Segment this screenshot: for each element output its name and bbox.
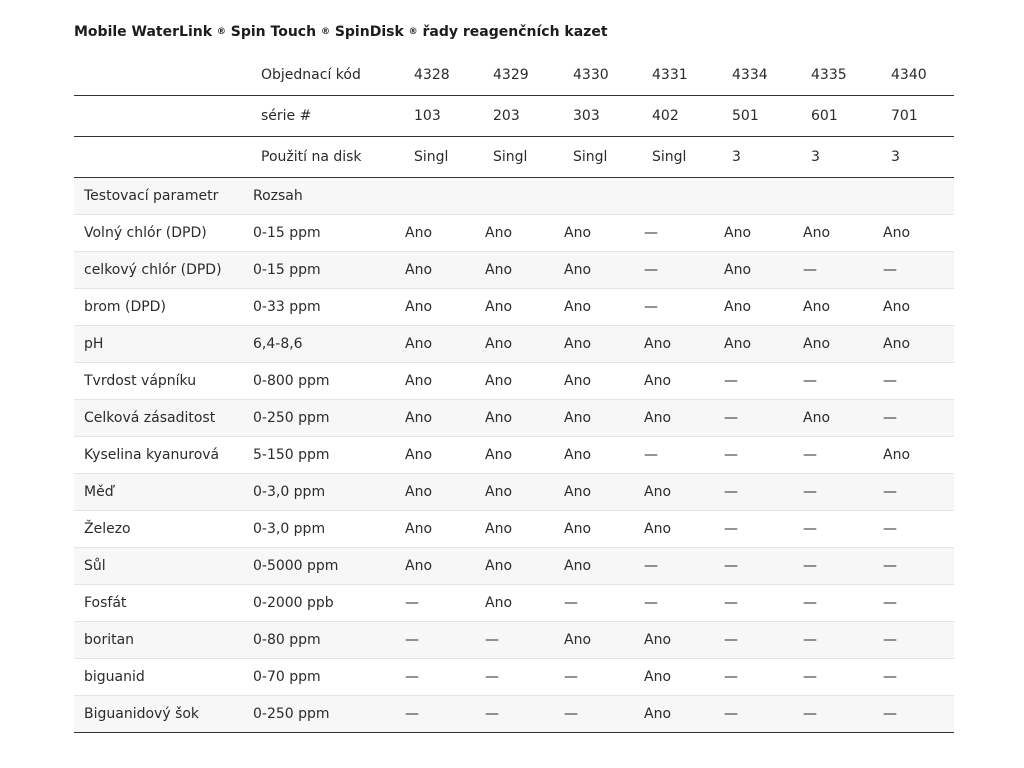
header-cell: 4340	[891, 67, 927, 83]
title-part: SpinDisk	[329, 24, 409, 40]
range-cell: 0-2000 ppb	[253, 595, 334, 611]
parameter-cell: biguanid	[84, 669, 145, 685]
range-cell: 0-33 ppm	[253, 299, 321, 315]
header-label: Objednací kód	[261, 67, 361, 83]
value-cell: Ano	[644, 410, 672, 426]
value-cell: —	[564, 595, 578, 611]
registered-mark: ®	[216, 27, 226, 37]
header-label: série #	[261, 108, 312, 124]
value-cell: Ano	[405, 484, 433, 500]
parameter-cell: Železo	[84, 521, 131, 537]
value-cell: Ano	[644, 521, 672, 537]
table-row	[74, 474, 954, 511]
range-cell: 0-800 ppm	[253, 373, 330, 389]
table-row	[74, 622, 954, 659]
value-cell: —	[724, 410, 738, 426]
value-cell: Ano	[485, 558, 513, 574]
table-row	[74, 437, 954, 474]
range-cell: 0-250 ppm	[253, 410, 330, 426]
header-cell: 3	[732, 149, 741, 165]
header-cell: 3	[891, 149, 900, 165]
value-cell: —	[803, 373, 817, 389]
header-cell: Singl	[493, 149, 528, 165]
value-cell: —	[724, 558, 738, 574]
value-cell: —	[724, 706, 738, 722]
parameter-cell: Celková zásaditost	[84, 410, 216, 426]
value-cell: Ano	[405, 262, 433, 278]
value-cell: —	[803, 706, 817, 722]
value-cell: Ano	[564, 558, 592, 574]
table-row	[74, 511, 954, 548]
value-cell: —	[883, 632, 897, 648]
value-cell: Ano	[485, 521, 513, 537]
value-cell: Ano	[564, 299, 592, 315]
value-cell: —	[724, 632, 738, 648]
range-cell: 0-80 ppm	[253, 632, 321, 648]
value-cell: —	[883, 669, 897, 685]
value-cell: Ano	[644, 484, 672, 500]
column-header-row	[74, 178, 954, 215]
value-cell: Ano	[405, 410, 433, 426]
value-cell: —	[644, 225, 658, 241]
value-cell: Ano	[564, 484, 592, 500]
value-cell: —	[405, 669, 419, 685]
header-cell: 4331	[652, 67, 688, 83]
value-cell: Ano	[485, 447, 513, 463]
value-cell: Ano	[724, 336, 752, 352]
value-cell: Ano	[803, 225, 831, 241]
table-row	[74, 659, 954, 696]
value-cell: —	[803, 669, 817, 685]
parameter-cell: brom (DPD)	[84, 299, 166, 315]
value-cell: Ano	[485, 225, 513, 241]
value-cell: Ano	[405, 558, 433, 574]
range-cell: 0-5000 ppm	[253, 558, 339, 574]
value-cell: —	[883, 558, 897, 574]
header-row	[74, 137, 954, 178]
parameter-cell: celkový chlór (DPD)	[84, 262, 222, 278]
value-cell: —	[724, 447, 738, 463]
range-cell: 5-150 ppm	[253, 447, 330, 463]
header-cell: 303	[573, 108, 600, 124]
value-cell: Ano	[564, 373, 592, 389]
header-cell: Singl	[652, 149, 687, 165]
table-row	[74, 215, 954, 252]
value-cell: Ano	[564, 521, 592, 537]
title-part: řady reagenčních kazet	[417, 24, 608, 40]
table-row	[74, 252, 954, 289]
value-cell: Ano	[724, 299, 752, 315]
value-cell: Ano	[405, 373, 433, 389]
header-row	[74, 96, 954, 137]
column-header-parameter: Testovací parametr	[84, 188, 219, 204]
parameter-cell: Fosfát	[84, 595, 127, 611]
value-cell: —	[803, 484, 817, 500]
value-cell: —	[724, 484, 738, 500]
header-label: Použití na disk	[261, 149, 362, 165]
value-cell: —	[803, 632, 817, 648]
header-cell: Singl	[414, 149, 449, 165]
value-cell: Ano	[485, 410, 513, 426]
value-cell: —	[405, 595, 419, 611]
header-row	[74, 55, 954, 96]
column-header-range: Rozsah	[253, 188, 303, 204]
header-cell: 402	[652, 108, 679, 124]
value-cell: —	[485, 632, 499, 648]
value-cell: Ano	[405, 447, 433, 463]
header-cell: 4330	[573, 67, 609, 83]
value-cell: —	[564, 706, 578, 722]
value-cell: Ano	[883, 225, 911, 241]
value-cell: Ano	[883, 299, 911, 315]
range-cell: 0-3,0 ppm	[253, 484, 326, 500]
value-cell: Ano	[644, 632, 672, 648]
value-cell: —	[803, 558, 817, 574]
parameter-cell: Tvrdost vápníku	[84, 373, 197, 389]
parameter-cell: Sůl	[84, 558, 106, 574]
header-cell: Singl	[573, 149, 608, 165]
value-cell: —	[883, 595, 897, 611]
table-row	[74, 585, 954, 622]
value-cell: Ano	[485, 484, 513, 500]
header-cell: 4334	[732, 67, 768, 83]
range-cell: 0-15 ppm	[253, 225, 321, 241]
value-cell: Ano	[405, 225, 433, 241]
parameter-cell: boritan	[84, 632, 135, 648]
value-cell: Ano	[883, 447, 911, 463]
value-cell: —	[405, 632, 419, 648]
page-title	[74, 24, 608, 40]
title-part: Mobile WaterLink	[74, 24, 217, 40]
value-cell: —	[485, 706, 499, 722]
value-cell: Ano	[564, 262, 592, 278]
value-cell: —	[564, 669, 578, 685]
value-cell: —	[724, 669, 738, 685]
header-cell: 103	[414, 108, 441, 124]
range-cell: 0-3,0 ppm	[253, 521, 326, 537]
value-cell: —	[803, 262, 817, 278]
value-cell: —	[724, 521, 738, 537]
value-cell: Ano	[485, 373, 513, 389]
header-cell: 3	[811, 149, 820, 165]
value-cell: —	[644, 447, 658, 463]
value-cell: —	[883, 521, 897, 537]
value-cell: —	[883, 706, 897, 722]
range-cell: 0-250 ppm	[253, 706, 330, 722]
table-row	[74, 400, 954, 437]
value-cell: Ano	[883, 336, 911, 352]
value-cell: Ano	[644, 669, 672, 685]
value-cell: Ano	[485, 262, 513, 278]
table-row	[74, 696, 954, 733]
value-cell: Ano	[564, 632, 592, 648]
value-cell: Ano	[724, 225, 752, 241]
parameter-cell: Volný chlór (DPD)	[84, 225, 207, 241]
value-cell: Ano	[485, 336, 513, 352]
header-cell: 701	[891, 108, 918, 124]
header-cell: 601	[811, 108, 838, 124]
parameter-cell: pH	[84, 336, 104, 352]
value-cell: Ano	[644, 373, 672, 389]
value-cell: —	[405, 706, 419, 722]
range-cell: 0-70 ppm	[253, 669, 321, 685]
table-row	[74, 548, 954, 585]
value-cell: —	[644, 299, 658, 315]
value-cell: —	[883, 484, 897, 500]
value-cell: Ano	[803, 299, 831, 315]
value-cell: Ano	[564, 447, 592, 463]
value-cell: —	[883, 410, 897, 426]
value-cell: Ano	[405, 521, 433, 537]
value-cell: Ano	[564, 410, 592, 426]
parameter-cell: Biguanidový šok	[84, 706, 200, 722]
value-cell: Ano	[564, 225, 592, 241]
registered-mark: ®	[320, 27, 330, 37]
parameter-cell: Kyselina kyanurová	[84, 447, 220, 463]
value-cell: —	[724, 373, 738, 389]
value-cell: —	[803, 595, 817, 611]
range-cell: 6,4-8,6	[253, 336, 303, 352]
value-cell: —	[883, 373, 897, 389]
value-cell: Ano	[724, 262, 752, 278]
value-cell: Ano	[644, 706, 672, 722]
value-cell: —	[803, 521, 817, 537]
header-cell: 203	[493, 108, 520, 124]
header-cell: 4329	[493, 67, 529, 83]
header-cell: 4335	[811, 67, 847, 83]
value-cell: —	[644, 262, 658, 278]
value-cell: —	[485, 669, 499, 685]
table-row	[74, 363, 954, 400]
header-cell: 4328	[414, 67, 450, 83]
title-part: Spin Touch	[225, 24, 321, 40]
value-cell: —	[644, 558, 658, 574]
value-cell: Ano	[485, 299, 513, 315]
value-cell: Ano	[803, 410, 831, 426]
value-cell: —	[803, 447, 817, 463]
header-cell: 501	[732, 108, 759, 124]
value-cell: Ano	[644, 336, 672, 352]
value-cell: Ano	[485, 595, 513, 611]
value-cell: Ano	[405, 336, 433, 352]
registered-mark: ®	[408, 27, 418, 37]
value-cell: —	[644, 595, 658, 611]
parameter-cell: Měď	[84, 484, 114, 500]
table-row	[74, 326, 954, 363]
value-cell: —	[724, 595, 738, 611]
range-cell: 0-15 ppm	[253, 262, 321, 278]
value-cell: Ano	[803, 336, 831, 352]
value-cell: Ano	[564, 336, 592, 352]
value-cell: Ano	[405, 299, 433, 315]
table-row	[74, 289, 954, 326]
value-cell: —	[883, 262, 897, 278]
